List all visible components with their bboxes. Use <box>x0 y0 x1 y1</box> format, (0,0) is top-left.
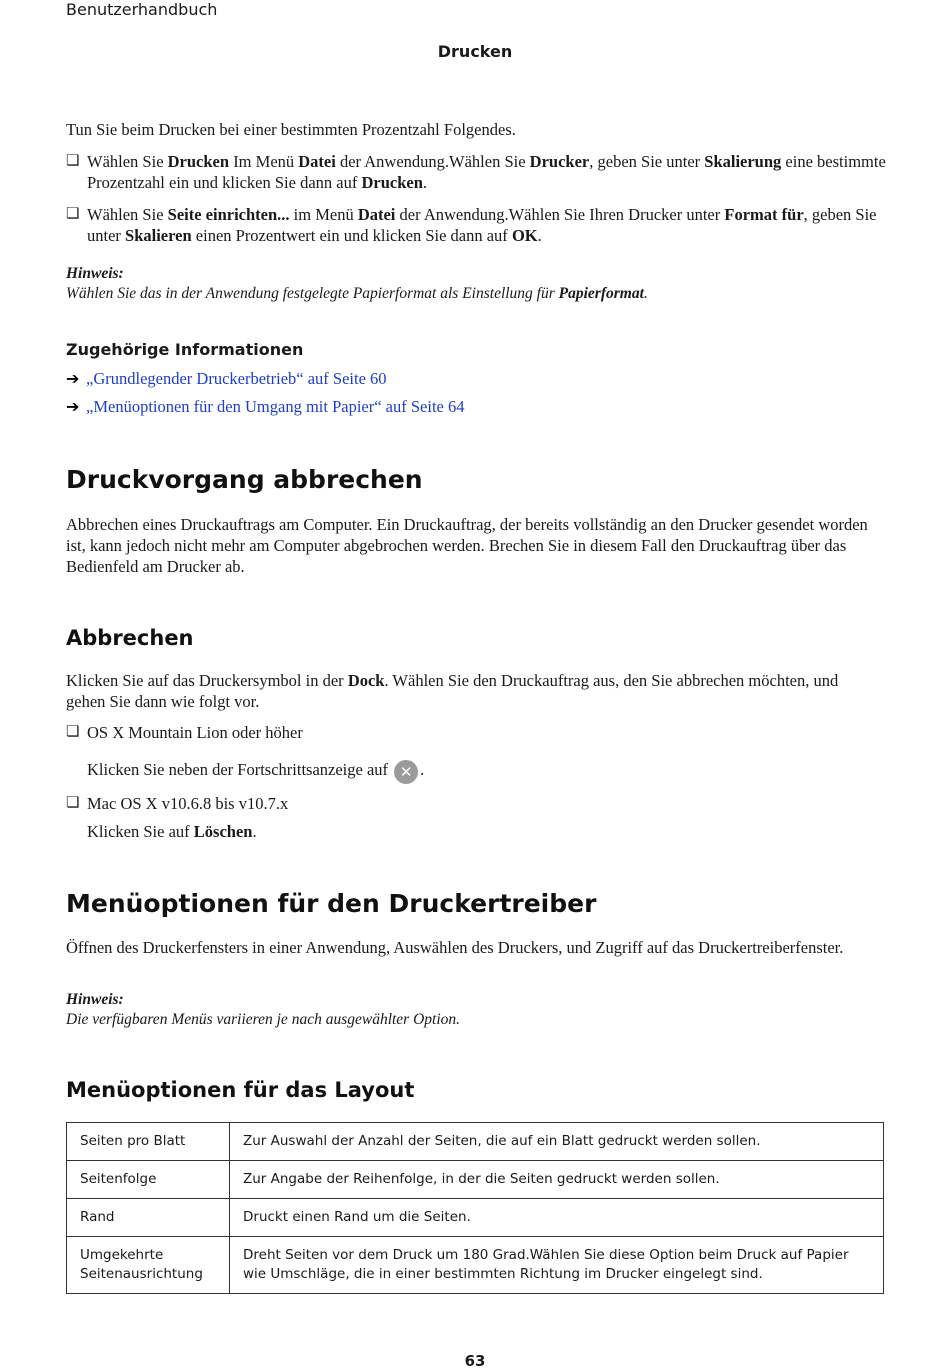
checkbox-bullet-icon: ❏ <box>66 724 80 740</box>
checkbox-bullet-icon: ❏ <box>66 206 80 222</box>
section-heading: Menüoptionen für den Druckertreiber <box>66 889 597 918</box>
note-title: Hinweis: <box>66 265 124 282</box>
related-link[interactable] <box>66 397 465 417</box>
scaling-intro: Tun Sie beim Drucken bei einer bestimmten Prozentzahl Folgendes. <box>66 120 516 139</box>
option-name: Rand <box>67 1199 230 1237</box>
chapter-title: Drucken <box>437 42 513 61</box>
option-name: Umgekehrte Seitenausrichtung <box>67 1237 230 1294</box>
related-link[interactable] <box>66 369 387 389</box>
checkbox-bullet-icon: ❏ <box>66 795 80 811</box>
arrow-right-icon: ➔ <box>66 371 80 388</box>
book-title: Benutzerhandbuch <box>66 0 218 19</box>
option-description: Dreht Seiten vor dem Druck um 180 Grad.Wählen Sie diese Option beim Druck auf Papier wie Umschläge, die in einer bestimmten Richtung im Drucker eingelegt sind. <box>230 1237 884 1294</box>
table-row <box>67 1199 884 1237</box>
list-item <box>66 151 886 193</box>
table-row <box>67 1123 884 1161</box>
subsection-heading: Abbrechen <box>66 626 194 650</box>
option-description: Druckt einen Rand um die Seiten. <box>230 1199 884 1237</box>
abbrechen-intro: Klicken Sie auf das Druckersymbol in der Dock. Wählen Sie den Druckauftrag aus, den Sie abbrechen möchten, und gehen Sie dann wie folgt vor. <box>66 671 839 711</box>
option-name: Seitenfolge <box>67 1161 230 1199</box>
cancel-circle-icon: ✕ <box>394 760 418 784</box>
note-title: Hinweis: <box>66 991 124 1008</box>
note-text: Die verfügbaren Menüs variieren je nach ausgewählter Option. <box>66 1011 461 1028</box>
page-number: 63 <box>464 1352 486 1370</box>
bullet-text: Wählen Sie Seite einrichten... im Menü Datei der Anwendung.Wählen Sie Ihren Drucker unter Format für, geben Sie unter Skalieren einen Prozentwert ein und klicken Sie dann auf OK. <box>87 205 877 245</box>
subsection-heading: Menüoptionen für das Layout <box>66 1078 415 1102</box>
bullet-text: OS X Mountain Lion oder höher <box>87 723 303 742</box>
layout-options-table <box>66 1122 884 1294</box>
related-heading: Zugehörige Informationen <box>66 340 304 359</box>
option-description: Zur Angabe der Reihenfolge, in der die Seiten gedruckt werden sollen. <box>230 1161 884 1199</box>
checkbox-bullet-icon: ❏ <box>66 153 80 169</box>
table-row <box>67 1237 884 1294</box>
section-heading: Druckvorgang abbrechen <box>66 465 423 494</box>
list-item <box>66 204 886 246</box>
step-text: Klicken Sie auf Löschen. <box>87 822 257 841</box>
arrow-right-icon: ➔ <box>66 399 80 416</box>
option-name: Seiten pro Blatt <box>67 1123 230 1161</box>
note-text: Wählen Sie das in der Anwendung festgelegte Papierformat als Einstellung für Papierformat. <box>66 285 648 302</box>
bullet-text: Wählen Sie Drucken Im Menü Datei der Anwendung.Wählen Sie Drucker, geben Sie unter Skalierung eine bestimmte Prozentzahl ein und klicken Sie dann auf Drucken. <box>87 152 886 192</box>
section-body: Abbrechen eines Druckauftrags am Computer. Ein Druckauftrag, der bereits vollständig an den Drucker gesendet worden ist, kann jedoch nicht mehr am Computer abgebrochen werden. Brechen Sie in diesem Fall den Druckauftrag über das Bedienfeld am Drucker ab. <box>66 515 868 576</box>
table-row <box>67 1161 884 1199</box>
link-text[interactable]: „Menüoptionen für den Umgang mit Papier“ auf Seite 64 <box>86 397 465 416</box>
list-item <box>66 793 886 814</box>
option-description: Zur Auswahl der Anzahl der Seiten, die auf ein Blatt gedruckt werden sollen. <box>230 1123 884 1161</box>
link-text[interactable]: „Grundlegender Druckerbetrieb“ auf Seite 60 <box>86 369 387 388</box>
section-body: Öffnen des Druckerfensters in einer Anwendung, Auswählen des Druckers, und Zugriff auf das Druckertreiberfenster. <box>66 938 844 957</box>
list-item <box>66 722 886 743</box>
bullet-text: Mac OS X v10.6.8 bis v10.7.x <box>87 794 289 813</box>
step-text: Klicken Sie neben der Fortschrittsanzeige auf ✕ . <box>87 759 424 784</box>
